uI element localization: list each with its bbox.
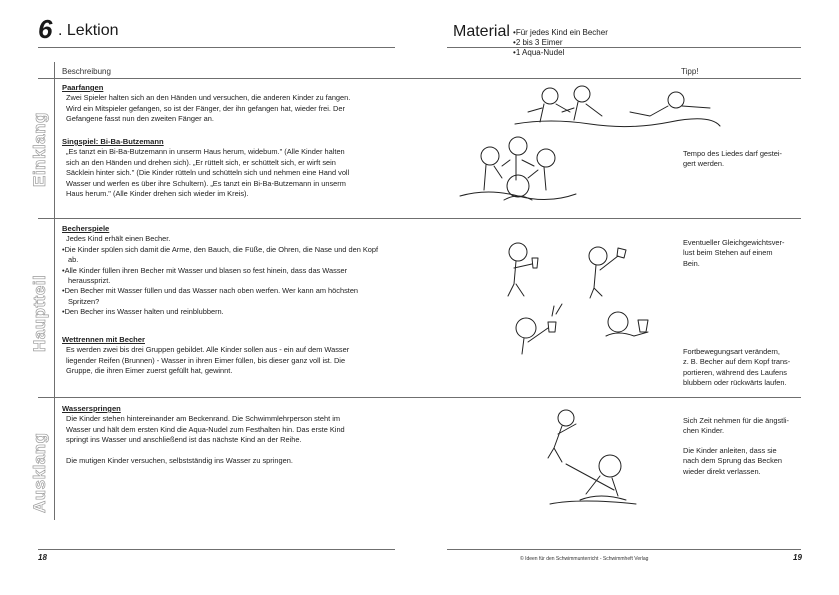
text-line: Wasser und hält dem ersten Kind die Aqua-Nudel zum Festhalten hin. Das erste Kind	[66, 424, 345, 434]
text-line: liegender Reifen (Brunnen) - Wasser in ihren Eimer füllen, bis dieser ganz voll ist. Die	[66, 355, 346, 365]
text-line: „Es tanzt ein Bi-Ba-Butzemann in unserm Haus herum, widebum." (Alle Kinder halten	[66, 147, 345, 157]
lesson-number: 6	[38, 14, 53, 44]
tip-line: Bein.	[683, 258, 700, 268]
text-line: Wird ein Mitspieler gefangen, so ist der Fänger, der ihn gefangen hat, wieder frei. Der	[66, 103, 345, 113]
tip-einklang	[683, 149, 798, 170]
header-rule	[38, 47, 395, 48]
list-item: • Den Becher mit Wasser füllen und das Wasser nach oben werfen. Wer kann am höchsten Spritzen?	[62, 286, 390, 307]
game-title: Paarfangen	[62, 83, 104, 92]
bullet-list	[62, 245, 390, 318]
section-label-hauptteil: Hauptteil	[30, 274, 49, 352]
table-top-rule	[38, 78, 801, 79]
game-title: Singspiel: Bi-Ba-Butzemann	[62, 137, 164, 146]
list-item: • Den Becher ins Wasser halten und reinblubbern.	[62, 307, 390, 317]
game-paarfangen	[62, 83, 402, 125]
tip-line: z. B. Becher auf dem Kopf trans-	[683, 357, 791, 367]
tip-ausklang-2	[683, 446, 801, 477]
illustration-cup-games	[478, 236, 673, 360]
tip-hauptteil-2	[683, 347, 801, 389]
section-label-einklang: Einklang	[30, 112, 49, 187]
page-number-left: 18	[38, 553, 47, 562]
tip-line: gert werden.	[683, 159, 725, 169]
game-wettrennen	[62, 335, 402, 377]
text-line: sich an den Händen und drehen sich). „Er rüttelt sich, er schüttelt sich, er wirft sein	[66, 157, 336, 167]
tip-line: chen Kinder.	[683, 426, 725, 436]
column-header-tips: Tipp!	[681, 67, 699, 76]
text-line: Haus herum." (Alle Kinder drehen sich wieder im Kreis).	[66, 189, 249, 199]
text-line: Es werden zwei bis drei Gruppen gebildet. Alle Kinder sollen aus - ein auf dem Wasser	[66, 345, 350, 355]
material-item: • 2 bis 3 Eimer	[513, 38, 608, 48]
tip-line: portieren, während des Laufens	[683, 367, 787, 377]
game-title: Wettrennen mit Becher	[62, 335, 145, 344]
game-becherspiele	[62, 224, 390, 318]
tip-hauptteil-1	[683, 238, 801, 269]
lesson-title: . Lektion	[58, 22, 119, 39]
tip-line: Fortbewegungsart verändern,	[683, 347, 780, 356]
header-rule-right	[447, 47, 801, 48]
section-divider	[38, 218, 801, 219]
footer-rule-right	[447, 549, 801, 550]
game-wasserspringen	[62, 404, 402, 466]
text-line: Gruppe, die ihren Eimer zuerst gefüllt hat, gewinnt.	[66, 366, 233, 376]
material-title: Material	[453, 23, 510, 40]
tip-line: nach dem Sprung das Becken	[683, 456, 783, 466]
list-item: • Die Kinder spülen sich damit die Arme, den Bauch, die Füße, die Ohren, die Nase und den Kopf ab.	[62, 245, 390, 266]
text-line: Jedes Kind erhält einen Becher.	[66, 234, 171, 244]
game-title: Wasserspringen	[62, 404, 121, 413]
section-label-ausklang: Ausklang	[30, 432, 49, 513]
game-butzemann	[62, 137, 402, 199]
footer-credit: © Ideen für den Schwimmunterricht - Schwimmheft Verlag	[520, 556, 649, 562]
tip-line: blubbern oder rückwärts laufen.	[683, 378, 787, 388]
column-divider	[54, 62, 55, 520]
material-item: • 1 Aqua-Nudel	[513, 48, 608, 58]
illustration-jumping-child	[520, 404, 640, 514]
text-line: Die Kinder stehen hintereinander am Beckenrand. Die Schwimmlehrperson steht im	[66, 414, 340, 424]
text-line: Gefangene fasst nun den zweiten Fänger an.	[66, 114, 214, 124]
tip-line: Die Kinder anleiten, dass sie	[683, 446, 777, 455]
illustration-circle-dance	[458, 126, 578, 216]
text-line: Zwei Spieler halten sich an den Händen und versuchen, die anderen Kinder zu fangen.	[66, 93, 351, 103]
tip-line: Tempo des Liedes darf gestei-	[683, 149, 783, 158]
text-line: springt ins Wasser und anschließend ist das nächste Kind an der Reihe.	[66, 435, 302, 445]
tip-line: Eventueller Gleichgewichtsver-	[683, 238, 785, 247]
text-line: Säcklein hinter sich." (Die Kinder rütteln und schütteln sich und nehmen eine Hand voll	[66, 168, 350, 178]
material-list	[513, 28, 608, 58]
text-line: Die mutigen Kinder versuchen, selbstständig ins Wasser zu springen.	[66, 455, 293, 465]
section-divider	[38, 397, 801, 398]
footer-rule-left	[38, 549, 395, 550]
text-line: Wasser und werfen es über ihre Schultern). „Es tanzt ein Bi-Ba-Butzemann in unserm	[66, 178, 346, 188]
tip-line: Sich Zeit nehmen für die ängstli-	[683, 416, 789, 425]
game-title: Becherspiele	[62, 224, 110, 233]
list-item: • Alle Kinder füllen ihren Becher mit Wasser und blasen so fest hinein, dass das Wasser heraussprizt.	[62, 266, 390, 287]
column-header-description: Beschreibung	[62, 67, 111, 76]
tip-ausklang-1	[683, 416, 801, 437]
tip-line: wieder direkt verlassen.	[683, 466, 761, 476]
page-number-right: 19	[793, 553, 802, 562]
tip-line: lust beim Stehen auf einem	[683, 248, 773, 258]
material-item: • Für jedes Kind ein Becher	[513, 28, 608, 38]
